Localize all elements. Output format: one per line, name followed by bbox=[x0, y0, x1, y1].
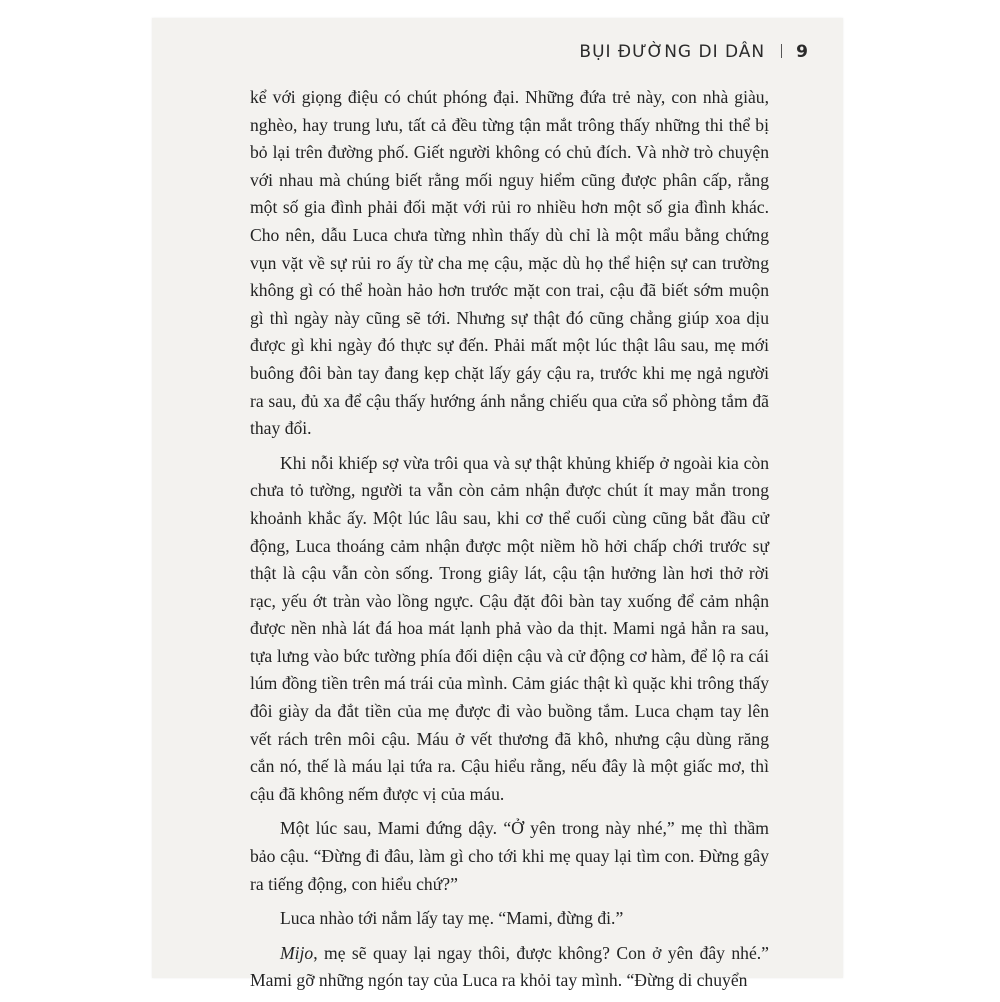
paragraph: kể với giọng điệu có chút phóng đại. Những đứa trẻ này, con nhà giàu, nghèo, hay trung lưu, tất cả đều từng tận mắt trông thấy những thi thể bị bỏ lại trên đường phố. Giết người không có chủ đích. Và nhờ trò chuyện với nhau mà chúng biết rằng mối nguy hiểm cũng được phân cấp, rằng một số gia đình phải đối mặt với rủi ro nhiều hơn một số gia đình khác. Cho nên, dẫu Luca chưa từng nhìn thấy dù chỉ là một mẩu bằng chứng vụn vặt về sự rủi ro ấy từ cha mẹ cậu, mặc dù họ thể hiện sự can trường không gì có thể hoàn hảo hơn trước mặt con trai, cậu đã biết sớm muộn gì thì ngày này cũng sẽ tới. Nhưng sự thật đó cũng chẳng giúp xoa dịu được gì khi ngày đó thực sự đến. Phải mất một lúc thật lâu sau, mẹ mới buông đôi bàn tay đang kẹp chặt lấy gáy cậu ra, trước khi mẹ ngả người ra sau, đủ xa để cậu thấy hướng ánh nắng chiếu qua cửa sổ phòng tắm đã thay đổi. bbox=[250, 87, 769, 439]
header-divider bbox=[781, 44, 782, 58]
paragraph: Luca nhào tới nắm lấy tay mẹ. “Mami, đừng đi.” bbox=[280, 908, 624, 929]
paragraph-last bbox=[250, 940, 769, 995]
paragraph: Một lúc sau, Mami đứng dậy. “Ở yên trong này nhé,” mẹ thì thầm bảo cậu. “Đừng đi đâu, làm gì cho tới khi mẹ quay lại tìm con. Đừng gây ra tiếng động, con hiểu chứ?” bbox=[250, 818, 769, 894]
italic-word: Mijo bbox=[280, 942, 314, 963]
paragraph-text: , mẹ sẽ quay lại ngay thôi, được không? Con ở yên đây nhé.” Mami gỡ những ngón tay của Luca ra khỏi tay mình. “Đừng di chuyển bbox=[250, 942, 769, 991]
paragraph: Khi nỗi khiếp sợ vừa trôi qua và sự thật khủng khiếp ở ngoài kia còn chưa tỏ tường, người ta vẫn còn cảm nhận được chút ít may mắn trong khoảnh khắc ấy. Một lúc lâu sau, khi cơ thể cuối cùng cũng bắt đầu cử động, Luca thoáng cảm nhận được một niềm hồ hởi chấp chới trước sự thật là cậu vẫn còn sống. Trong giây lát, cậu tận hưởng làn hơi thở rời rạc, yếu ớt tràn vào lồng ngực. Cậu đặt đôi bàn tay xuống để cảm nhận được nền nhà lát đá hoa mát lạnh phả vào da thịt. Mami ngả hẳn ra sau, tựa lưng vào bức tường phía đối diện cậu và cử động cơ hàm, để lộ ra cái lúm đồng tiền trên má trái của mình. Cảm giác thật kì quặc khi trông thấy đôi giày da đắt tiền của mẹ được đi vào buồng tắm. Luca chạm tay lên vết rách trên môi cậu. Máu ở vết thương đã khô, nhưng cậu dùng răng cắn nó, thế là máu lại tứa ra. Cậu hiểu rằng, nếu đây là một giấc mơ, thì cậu đã không nếm được vị của máu. bbox=[250, 452, 769, 804]
book-page bbox=[152, 18, 843, 991]
page-number: 9 bbox=[796, 42, 809, 62]
running-header-title: BỤI ĐƯỜNG DI DÂN bbox=[579, 42, 766, 62]
body-text bbox=[250, 84, 769, 1002]
running-header bbox=[579, 42, 809, 62]
